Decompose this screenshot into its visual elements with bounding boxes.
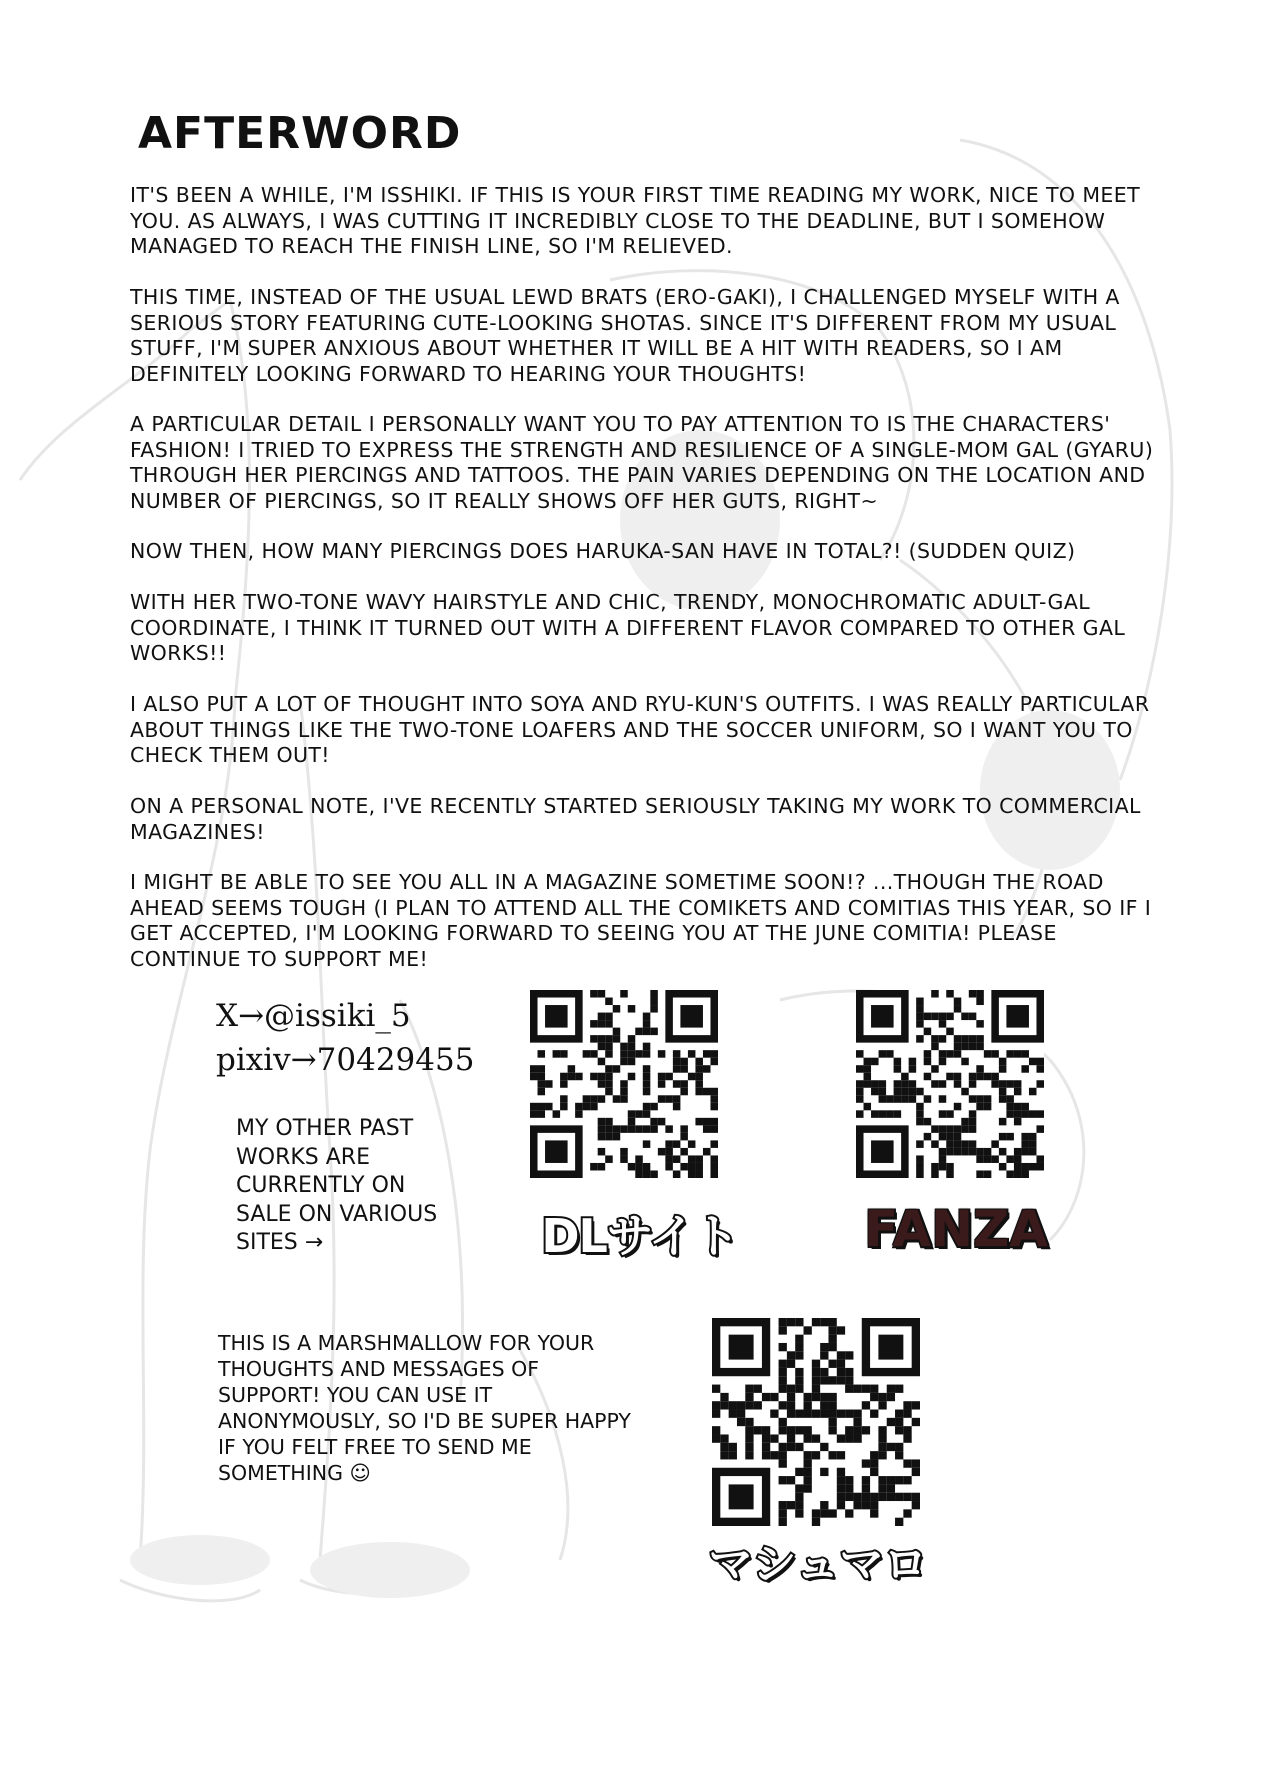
pixiv-id[interactable]: pixiv→70429455 — [216, 1042, 475, 1078]
paragraph-fashion: A PARTICULAR DETAIL I PERSONALLY WANT YOU TO PAY ATTENTION TO IS THE CHARACTERS' FASHION! I TRIED TO EXPRESS THE STRENGTH AND RESILIENCE OF A SINGLE-MOM GAL (GYARU) THROUGH HER PIERCINGS AND TATTOOS. THE PAIN VARIES DEPENDING ON THE LOCATION AND NUMBER OF PIERCINGS, SO IT REALLY SHOWS OFF HER GUTS, RIGHT~ — [130, 412, 1154, 513]
fanza-qr-icon[interactable] — [856, 990, 1044, 1178]
paragraph-intro: IT'S BEEN A WHILE, I'M ISSHIKI. IF THIS IS YOUR FIRST TIME READING MY WORK, NICE TO MEET YOU. AS ALWAYS, I WAS CUTTING IT INCREDIBLY CLOSE TO THE DEADLINE, BUT I SOMEHOW MANAGED TO REACH THE FINISH LINE, SO I'M RELIEVED. — [130, 183, 1141, 258]
marshmallow-note: THIS IS A MARSHMALLOW FOR YOUR THOUGHTS AND MESSAGES OF SUPPORT! YOU CAN USE IT ANONYMOUSLY, SO I'D BE SUPER HAPPY IF YOU FELT FREE TO SEND ME SOMETHING ☺ — [218, 1331, 631, 1485]
paragraph-personal-note: ON A PERSONAL NOTE, I'VE RECENTLY STARTED SERIOUSLY TAKING MY WORK TO COMMERCIAL MAGAZINES! — [130, 794, 1141, 844]
past-works-note: MY OTHER PAST WORKS ARE CURRENTLY ON SALE ON VARIOUS SITES → — [236, 1116, 438, 1255]
dlsite-logo[interactable]: DLサイト — [541, 1209, 739, 1263]
paragraph-outfits: I ALSO PUT A LOT OF THOUGHT INTO SOYA AND RYU-KUN'S OUTFITS. I WAS REALLY PARTICULAR ABOUT THINGS LIKE THE TWO-TONE LOAFERS AND THE SOCCER UNIFORM, SO I WANT YOU TO CHECK THEM OUT! — [130, 692, 1150, 767]
dlsite-qr-icon[interactable] — [530, 990, 718, 1178]
paragraph-hairstyle: WITH HER TWO-TONE WAVY HAIRSTYLE AND CHIC, TRENDY, MONOCHROMATIC ADULT-GAL COORDINATE, I THINK IT TURNED OUT WITH A DIFFERENT FLAVOR COMPARED TO OTHER GAL WORKS!! — [130, 590, 1126, 665]
paragraph-story: THIS TIME, INSTEAD OF THE USUAL LEWD BRATS (ERO-GAKI), I CHALLENGED MYSELF WITH A SERIOUS STORY FEATURING CUTE-LOOKING SHOTAS. SINCE IT'S DIFFERENT FROM MY USUAL STUFF, I'M SUPER ANXIOUS ABOUT WHETHER IT WILL BE A HIT WITH READERS, SO I AM DEFINITELY LOOKING FORWARD TO HEARING YOUR THOUGHTS! — [130, 285, 1120, 386]
marshmallow-qr-icon[interactable] — [712, 1318, 920, 1526]
x-handle[interactable]: X→@issiki_5 — [216, 998, 411, 1034]
marshmallow-logo[interactable]: マシュマロ — [708, 1539, 928, 1590]
page-title: AFTERWORD — [138, 108, 462, 159]
paragraph-magazine: I MIGHT BE ABLE TO SEE YOU ALL IN A MAGAZINE SOMETIME SOON!? ...THOUGH THE ROAD AHEAD SEEMS TOUGH (I PLAN TO ATTEND ALL THE COMIKETS AND COMITIAS THIS YEAR, SO IF I GET ACCEPTED, I'M LOOKING FORWARD TO SEEING YOU AT THE JUNE COMITIA! PLEASE CONTINUE TO SUPPORT ME! — [130, 870, 1152, 971]
fanza-logo[interactable]: FANZA — [864, 1200, 1048, 1258]
paragraph-quiz: NOW THEN, HOW MANY PIERCINGS DOES HARUKA-SAN HAVE IN TOTAL?! (SUDDEN QUIZ) — [130, 539, 1076, 563]
